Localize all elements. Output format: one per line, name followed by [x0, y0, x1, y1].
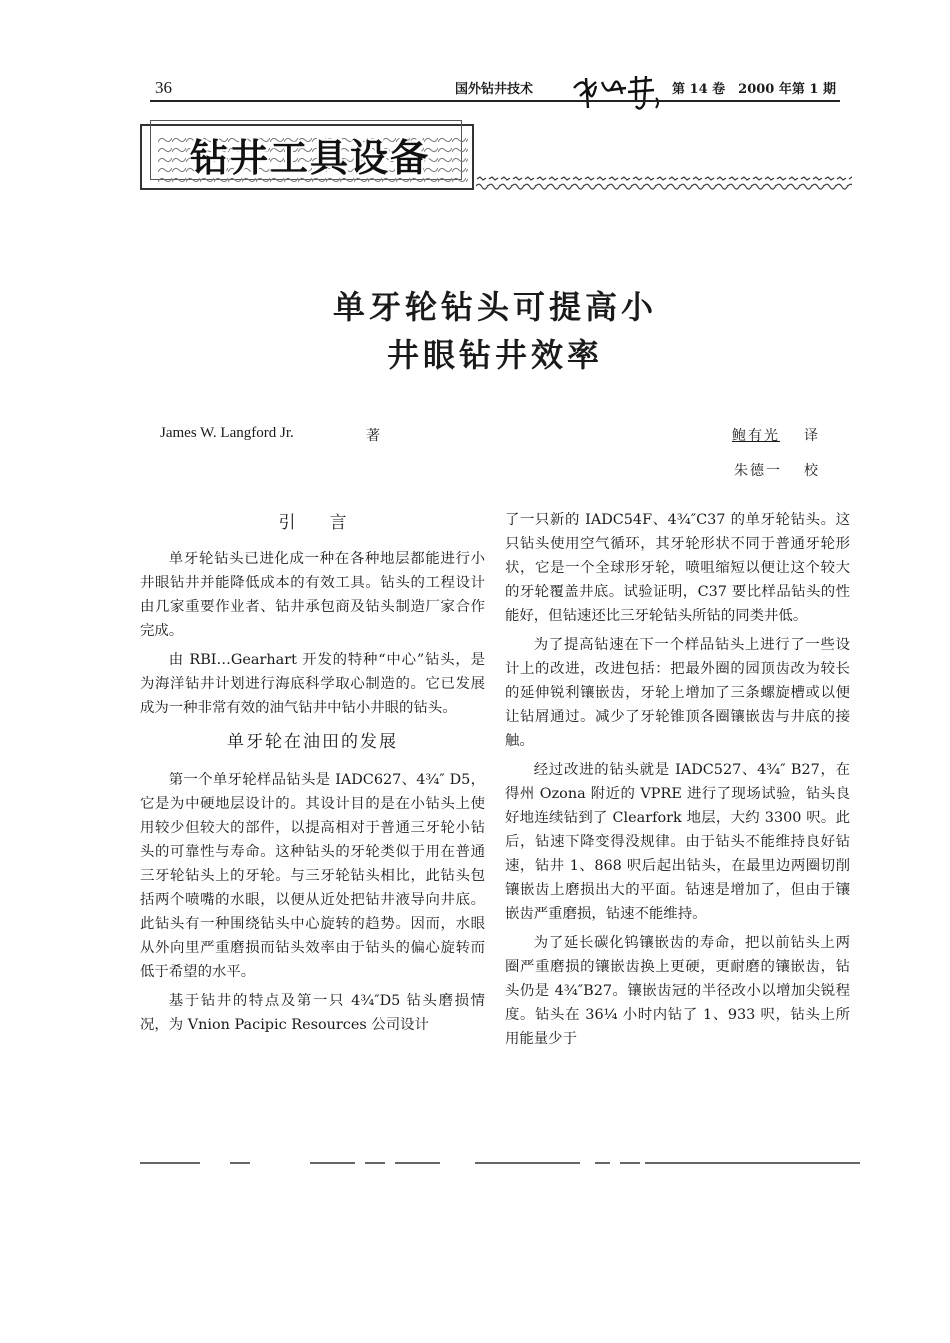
section-heading-intro: 引言 — [278, 513, 381, 533]
translator-role: 译 — [804, 428, 818, 444]
handwritten-signature — [566, 68, 666, 118]
paragraph: 第一个单牙轮样品钻头是 IADC627、4³⁄₄″ D5，它是为中硬地层设计的。其设计目的是在小钻头上使用较少但较大的部件，以提高相对于普通三牙轮小钻头的可靠性与寿命。这种钻头的牙轮类似于用在普通三牙轮钻头上的牙轮。与三牙轮钻头相比，此钻头包括两个喷嘴的水眼，以便从近处把钻井液导向井底。此钻头有一种围绕钻头中心旋转的趋势。因而，水眼从外向里严重磨损而钻头效率由于钻头的偏心旋转而低于希望的水平。 — [140, 772, 485, 980]
author-name: James W. Langford Jr. — [160, 425, 294, 441]
paragraph: 由 RBI…Gearhart 开发的特种“中心”钻头，是为海洋钻井计划进行海底科学取心制造的。它已发展成为一种非常有效的油气钻井中钻小井眼的钻头。 — [140, 652, 485, 716]
column-title: 钻井工具设备 — [189, 136, 430, 180]
right-column — [505, 508, 850, 1056]
left-column — [140, 505, 485, 1042]
footer-rule — [140, 1160, 860, 1166]
paragraph: 为了延长碳化钨镶嵌齿的寿命，把以前钻头上两圈严重磨损的镶嵌齿换上更硬，更耐磨的镶嵌齿，钻头仍是 4³⁄₄″B27。镶嵌齿冠的半径改小以增加尖锐程度。钻头在 36¹⁄₄ 小时内钻了 1、933 呎，钻头上所用能量少于 — [505, 935, 850, 1047]
header-rule — [150, 100, 840, 102]
paragraph: 单牙轮钻头已进化成一种在各种地层都能进行小井眼钻井并能降低成本的有效工具。钻头的工程设计由几家重要作业者、钻井承包商及钻头制造厂家合作完成。 — [140, 551, 485, 639]
proofreader-role: 校 — [804, 463, 818, 479]
issue-info: 第 14 卷 2000 年第 1 期 — [672, 82, 836, 97]
proofreader-name: 朱德一 — [734, 463, 782, 479]
journal-name: 国外钻井技术 — [455, 82, 534, 97]
section-heading-development: 单牙轮在油田的发展 — [227, 732, 398, 752]
paragraph: 经过改进的钻头就是 IADC527、4³⁄₄″ B27，在得州 Ozona 附近的 VPRE 进行了现场试验，钻头良好地连续钻到了 Clearfork 地层，大约 3300 呎。此后，钻速下降变得没规律。由于钻头不能维持良好钻速，钻井 1、868 呎后起出钻头，在最里边两圈切削镶嵌齿上磨损出大的平面。钻速是增加了，但由于镶嵌齿严重磨损，钻速不能维持。 — [505, 762, 850, 922]
translator-name: 鲍有光 — [732, 428, 780, 444]
banner-strip — [476, 176, 852, 190]
article-title-line-1: 单牙轮钻头可提高小 — [332, 288, 657, 326]
author-role: 著 — [366, 428, 380, 444]
paragraph: 为了提高钻速在下一个样品钻头上进行了一些设计上的改进，改进包括：把最外圈的园顶齿改为较长的延伸锐利镶嵌齿，牙轮上增加了三条螺旋槽或以便让钻屑通过。减少了牙轮锥顶各圈镶嵌齿与井底的接触。 — [505, 637, 850, 749]
article-title-line-2: 井眼钻井效率 — [386, 336, 603, 374]
paragraph: 了一只新的 IADC54F、4³⁄₄″C37 的单牙轮钻头。这只钻头使用空气循环，其牙轮形状不同于普通牙轮形状，它是一个全球形牙轮，喷咀缩短以便让这个较大的牙轮覆盖井底。试验证明，C37 要比样品钻头的性能好，但钻速还比三牙轮钻头所钻的同类井低。 — [505, 512, 850, 624]
paragraph: 基于钻井的特点及第一只 4³⁄₄″D5 钻头磨损情况，为 Vnion Pacipic Resources 公司设计 — [140, 993, 485, 1033]
page-number: 36 — [155, 78, 172, 97]
